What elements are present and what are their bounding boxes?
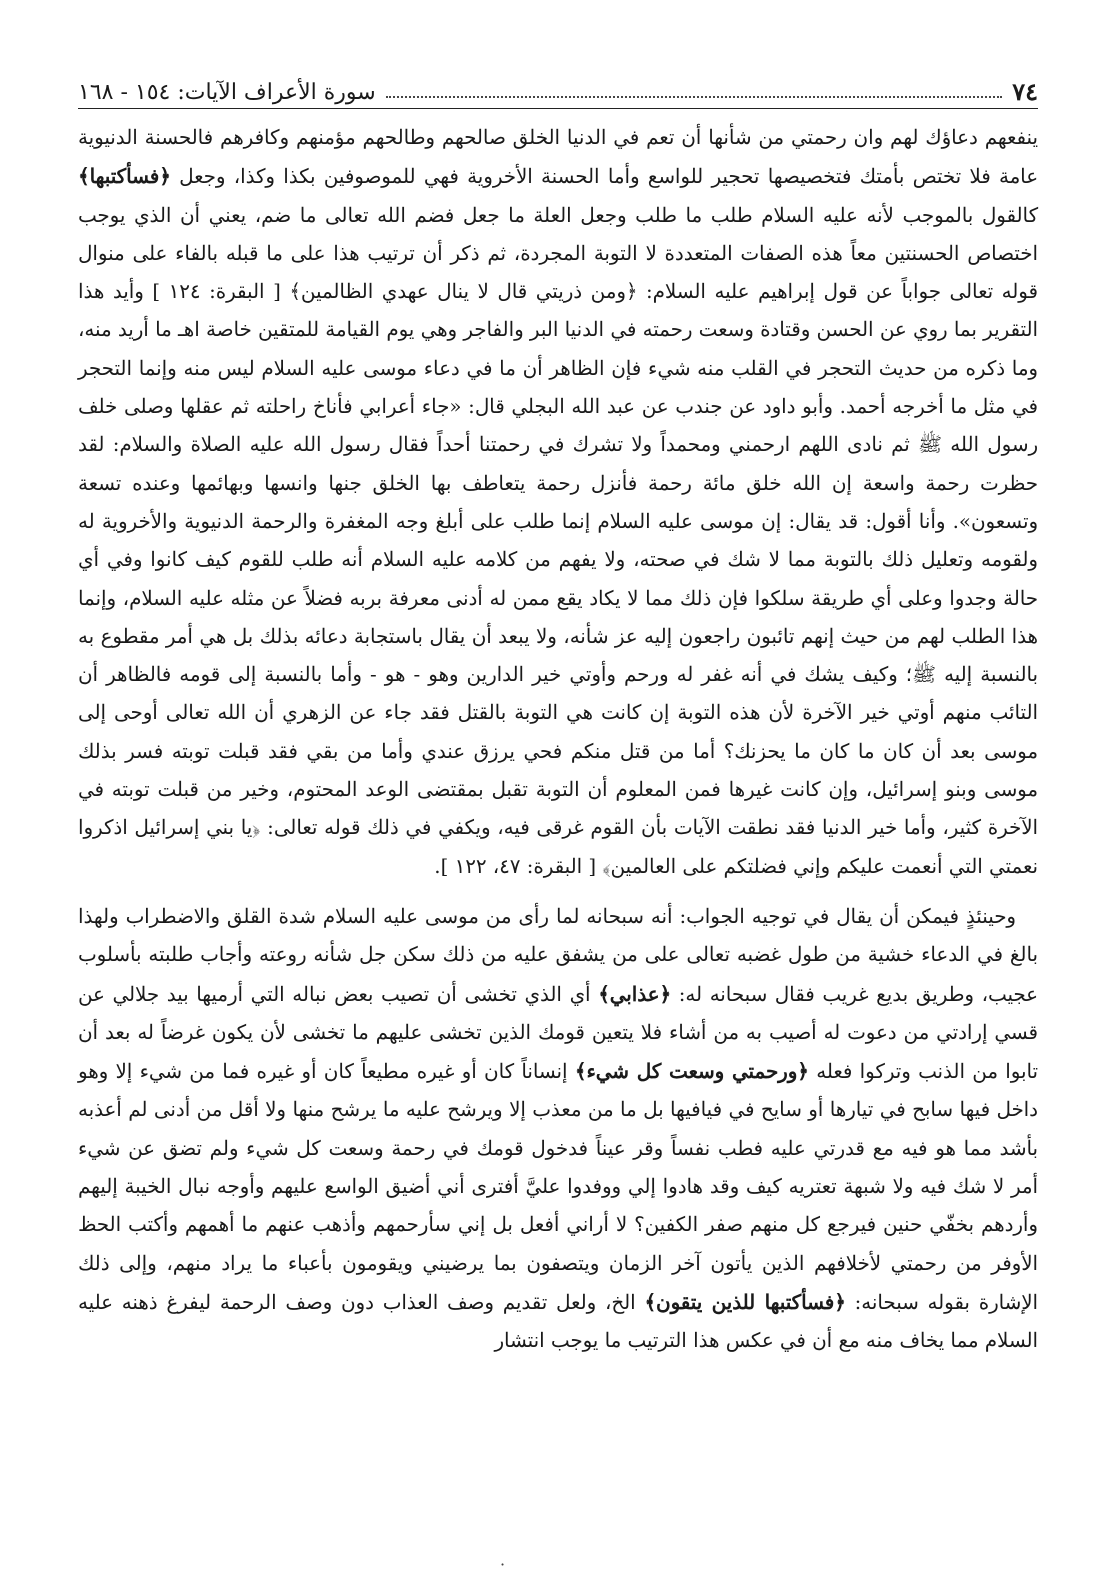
paragraph-2-text-4: الخ، ولعل تقديم وصف العذاب دون وصف الرحمة ليفرغ ذهنه عليه السلام مما يخاف منه مع أن في عكس هذا الترتيب ما يوجب انتشار (78, 1290, 1038, 1353)
paragraph-1-text-2: كالقول بالموجب لأنه عليه السلام طلب ما طلب وجعل العلة ما جعل فضم الله تعالى ما ضم، يعني أن الذي يوجب اختصاص الحسنتين معاً هذه الصفات المتعددة لا التوبة المجردة، ثم ذكر أن ترتيب هذا على ما قبله بالفاء على منوال قوله تعالى جواباً عن قول إبراهيم عليه السلام: ﴿ومن ذريتي قال لا ينال عهدي الظالمين﴾ [ البقرة: ١٢٤ ] وأيد هذا التقرير بما روي عن الحسن وقتادة وسعت رحمته في الدنيا البر والفاجر وهي يوم القيامة للمتقين خاصة اهـ ما أريد منه، وما ذكره من حديث التحجر في القلب منه شيء فإن الظاهر أن ما في دعاء موسى عليه السلام ليس منه وإنما التحجر في مثل ما أخرجه أحمد. وأبو داود عن جندب عن عبد الله البجلي قال: «جاء أعرابي فأناخ راحلته ثم عقلها وصلى خلف رسول الله ﷺ ثم نادى اللهم ارحمني ومحمداً ولا تشرك في رحمتنا أحداً فقال رسول الله عليه الصلاة والسلام: لقد حظرت رحمة واسعة إن الله خلق مائة رحمة فأنزل رحمة يتعاطف بها الخلق جنها وانسها وبهائمها وعنده تسعة وتسعون». وأنا أقول: قد يقال: إن موسى عليه السلام إنما طلب على أبلغ وجه المغفرة والرحمة الدنيوية والأخروية له ولقومه وتعليل ذلك بالتوبة مما لا شك في صحته، ولا يفهم من كلامه عليه السلام أنه طلب للقوم كيف كانوا وفي أي حالة وجدوا وعلى أي طريقة سلكوا فإن ذلك مما لا يكاد يقع ممن له أدنى معرفة بربه فضلاً عن مثله عليه السلام، وإنما هذا الطلب لهم من حيث إنهم تائبون راجعون إليه عز شأنه، ولا يبعد أن يقال باستجابة دعائه بذلك بل هي أمر مقطوع به بالنسبة إليه ﷺ؛ وكيف يشك في أنه غفر له ورحم وأوتي خير الدارين وهو - هو - وأما بالنسبة إلى قومه فالظاهر أن التائب منهم أوتي خير الآخرة لأن هذه التوبة إن كانت هي التوبة بالقتل فقد جاء عن الزهري أن الله تعالى أوحى إلى موسى بعد أن كان ما كان ما يحزنك؟ أما من قتل منكم فحي يرزق عندي وأما من بقي فقد قبلت توبته فسر بذلك موسى وبنو إسرائيل، وإن كانت غيرها فمن المعلوم أن التوبة تقبل بمقتضى الوعد المحتوم، وخير من قبلت توبته في الآخرة كثير، وأما خير الدنيا فقد نطقت الآيات بأن القوم غرقى فيه، ويكفي في ذلك قوله تعالى: ﴿يا بني إسرائيل اذكروا نعمتي التي أنعمت عليكم وإني فضلتكم على العالمين﴾ [ البقرة: ٤٧، ١٢٢ ]. (78, 203, 1038, 878)
quran-quote-lilladhina-yattaqun: ﴿فسأكتبها للذين يتقون﴾ (644, 1289, 846, 1314)
page-number: ٧٤ (1012, 77, 1038, 106)
running-header (78, 64, 1038, 109)
paragraph-2-text-1: وحينئذٍ فيمكن أن يقال في توجيه الجواب: أنه سبحانه لما رأى من موسى عليه السلام شدة القلق والاضطراب ولهذا بالغ في الدعاء خشية من طول غضبه تعالى على من يشفق عليه من ذلك سكن جل شأنه روعته وأجاب طلبته بأسلوب عجيب، وطريق بديع غريب فقال سبحانه له: (78, 904, 1038, 1006)
quran-quote-fasaktubuha: ﴿فسأكتبها﴾ (78, 164, 171, 189)
paragraph-2-text-2: أي الذي تخشى أن تصيب بعض نباله التي أرميها بيد جلالي عن قسي إرادتي من دعوت له أصيب به من أشاء فلا يتعين قومك الذين تخشى عليهم ما تخشى لأن يكون غرضاً له بعد أن تابوا من الذنب وتركوا فعله (78, 982, 1038, 1084)
quran-quote-adhabi: ﴿عذابي﴾ (598, 981, 672, 1006)
footer-mark: · (500, 1555, 506, 1574)
paragraph-1-text-1: ينفعهم دعاؤك لهم وان رحمتي من شأنها أن تعم في الدنيا الخلق صالحهم وطالحهم مؤمنهم وكافرهم فالحسنة الدنيوية عامة فلا تختص بأمتك فتخصيصها تحجير للواسع وأما الحسنة الأخروية فهي للموصوفين بكذا وكذا، وجعل (78, 126, 1038, 189)
dotted-leader (386, 96, 1003, 98)
body-paragraph-2 (78, 898, 1038, 1361)
paragraph-2-text-3: إنساناً كان أو غيره مطيعاً كان أو غيره فما من شيء إلا وهو داخل فيها سابح في تيارها أو سايح في فيافيها بل ما من معذب إلا ويرشح عليه ما يرشح منها ولا أقل من أدنى لم أعذبه بأشد مما هو فيه مع قدرتي عليه فطب نفساً وقر عيناً فدخول قومك في رحمة وسعت كل شيء ولم تضق عن شيء أمر لا شك فيه ولا شبهة تعتريه كيف وقد هادوا إلي ووفدوا عليَّ أفترى أني أضيق الواسع عليهم وأوجه نبال الخيبة إليهم وأردهم بخفّي حنين فيرجع كل منهم صفر الكفين؟ لا أراني أفعل بل إني سأرحمهم وأذهب عنهم ما أهمهم وأكتب الحظ الأوفر من رحمتي لأخلافهم الذين يأتون آخر الزمان ويتصفون بما يرضيني ويقومون بأعباء ما يراد منهم، وإلى ذلك الإشارة بقوله سبحانه: (78, 1060, 1039, 1314)
body-paragraph-1 (78, 119, 1038, 886)
quran-quote-rahmati: ﴿ورحمتي وسعت كل شيء﴾ (574, 1059, 809, 1084)
surah-title: سورة الأعراف الآيات: ١٥٤ - ١٦٨ (78, 80, 376, 105)
document-page (78, 64, 1038, 1361)
